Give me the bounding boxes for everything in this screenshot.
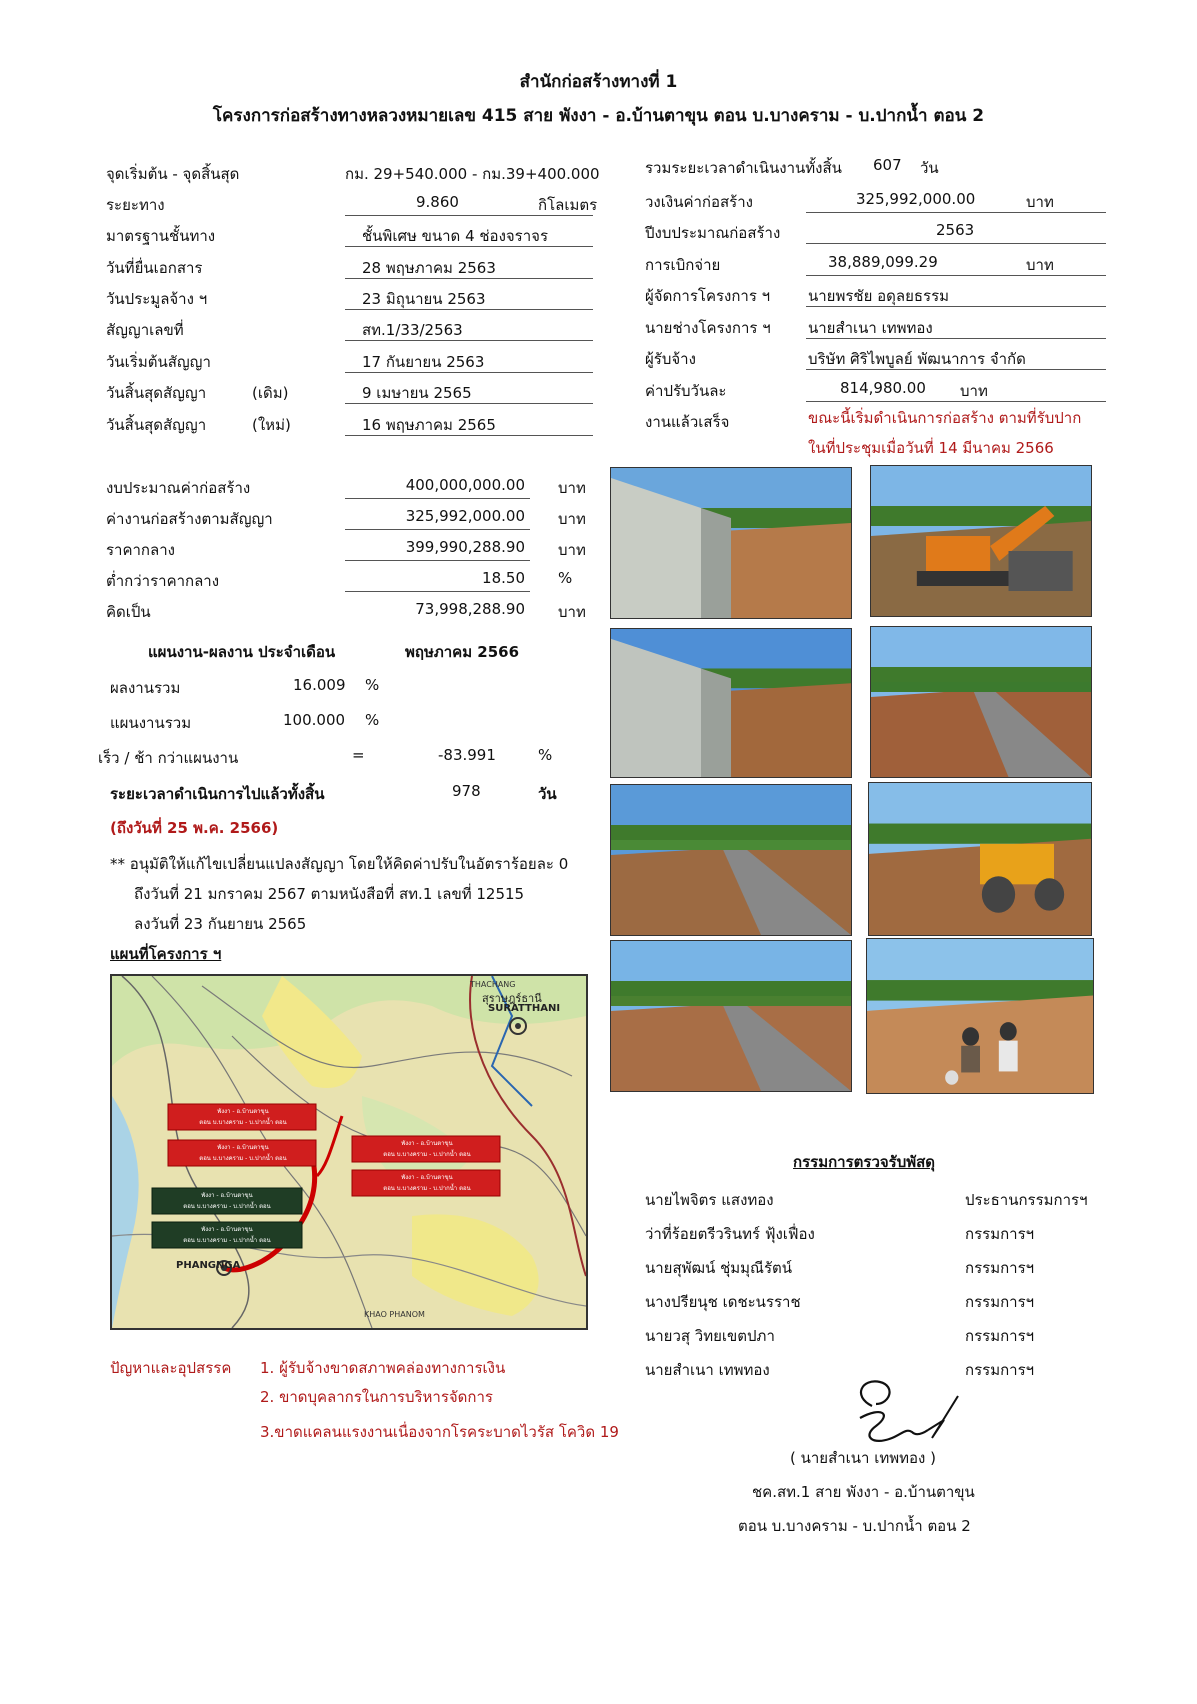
info-value: ชั้นพิเศษ ขนาด 4 ช่องจราจร [362,227,549,245]
map-city-surat-thai: สุราษฎร์ธานี [482,992,542,1005]
map-segment-label-line1: พังงา - อ.บ้านตาขุน [201,1192,253,1199]
info-label: วันสิ้นสุดสัญญา [106,384,207,402]
right-info-underline [806,338,1106,339]
plan-value: 100.000 [283,711,346,729]
note-line2: ถึงวันที่ 21 มกราคม 2567 ตามหนังสือที่ สท.1 เลขที่ 12515 [134,885,525,903]
info-underline [345,278,593,279]
construction-photo [610,940,852,1092]
duration-label: รวมระยะเวลาดำเนินงานทั้งสิ้น [645,159,842,177]
info-label: สัญญาเลขที่ [106,321,184,339]
construction-photo [866,938,1094,1094]
right-info-unit: บาท [960,382,988,400]
progress-heading: แผนงาน-ผลงาน ประจำเดือน [148,643,336,661]
info-underline [345,215,593,216]
right-info-label: ผู้รับจ้าง [645,350,696,368]
budget-unit: บาท [558,541,586,559]
signature-mark [832,1376,962,1456]
map-segment-label-line1: พังงา - อ.บ้านตาขุน [201,1226,253,1233]
signer-title-line1: ชค.สท.1 สาย พังงา - อ.บ้านตาขุน [752,1483,975,1501]
map-segment-label-line2: ตอน บ.บางคราม - บ.ปากน้ำ ตอน [383,1185,471,1192]
note-line3: ลงวันที่ 23 กันยายน 2565 [134,915,307,933]
budget-label: คิดเป็น [106,603,151,621]
right-info-underline [806,369,1106,370]
budget-value: 400,000,000.00 [405,476,525,494]
info-unit: กิโลเมตร [538,196,598,214]
info-value: 17 กันยายน 2563 [362,353,485,371]
budget-label: งบประมาณค่าก่อสร้าง [106,479,251,497]
budget-unit: % [558,569,573,587]
note-line1: ** อนุมัติให้แก้ไขเปลี่ยนแปลงสัญญา โดยให้คิดค่าปรับในอัตราร้อยละ 0 [110,855,569,873]
map-segment-label-line1: พังงา - อ.บ้านตาขุน [401,1174,453,1181]
budget-unit: บาท [558,510,586,528]
right-info-underline [806,212,1106,213]
right-info-label: ปีงบประมาณก่อสร้าง [645,224,781,242]
right-info-underline [806,306,1106,307]
map-segment-label-line2: ตอน บ.บางคราม - บ.ปากน้ำ ตอน [383,1151,471,1158]
done-label: งานแล้วเสร็จ [645,413,730,431]
right-info-value: 325,992,000.00 [856,190,976,208]
construction-photo [610,467,852,619]
map-segment-label-line2: ตอน บ.บางคราม - บ.ปากน้ำ ตอน [183,1237,271,1244]
duration-value: 607 [873,156,902,174]
diff-label: เร็ว / ช้า กว่าแผนงาน [98,749,239,767]
committee-member-name: นายสำเนา เทพทอง [645,1361,770,1379]
budget-underline [345,498,530,499]
info-label: วันสิ้นสุดสัญญา [106,416,207,434]
result-unit: % [365,676,380,694]
budget-underline [345,529,530,530]
committee-heading: กรรมการตรวจรับพัสดุ [793,1153,936,1171]
committee-member-role: กรรมการฯ [965,1259,1035,1277]
problem-item: 2. ขาดบุคลากรในการบริหารจัดการ [260,1388,493,1406]
elapsed-label: ระยะเวลาดำเนินการไปแล้วทั้งสิ้น [110,785,325,803]
info-label: มาตรฐานชั้นทาง [106,227,216,245]
info-underline [345,340,593,341]
info-sublabel: (เดิม) [252,384,289,402]
construction-photo [610,628,852,778]
right-info-value: 2563 [936,221,975,239]
committee-member-role: ประธานกรรมการฯ [965,1191,1088,1209]
right-info-underline [806,243,1106,244]
duration-unit: วัน [920,159,939,177]
diff-equals: = [352,746,365,764]
plan-unit: % [365,711,380,729]
info-value: 23 มิถุนายน 2563 [362,290,486,308]
right-info-underline [806,401,1106,402]
map-city-phangnga: PHANGNGA [176,1260,241,1271]
construction-photo [870,626,1092,778]
info-underline [345,435,593,436]
info-sublabel: (ใหม่) [252,416,291,434]
info-underline [345,372,593,373]
problem-item: 1. ผู้รับจ้างขาดสภาพคล่องทางการเงิน [260,1359,506,1377]
info-value: 28 พฤษภาคม 2563 [362,259,496,277]
info-label: วันที่ยื่นเอกสาร [106,259,203,277]
budget-unit: บาท [558,603,586,621]
map-heading: แผนที่โครงการ ฯ [110,945,222,963]
right-info-label: การเบิกจ่าย [645,256,721,274]
info-label: ระยะทาง [106,196,165,214]
right-info-unit: บาท [1026,193,1054,211]
info-label: วันประมูลจ้าง ฯ [106,290,208,308]
budget-unit: บาท [558,479,586,497]
map-segment-label-line2: ตอน บ.บางคราม - บ.ปากน้ำ ตอน [199,1119,287,1126]
as-of-date: (ถึงวันที่ 25 พ.ค. 2566) [110,819,279,837]
result-label: ผลงานรวม [110,679,181,697]
budget-label: ราคากลาง [106,541,175,559]
budget-value: 73,998,288.90 [415,600,525,618]
budget-value: 399,990,288.90 [405,538,525,556]
right-info-value: บริษัท ศิริไพบูลย์ พัฒนาการ จำกัด [808,350,1026,368]
committee-member-name: นายสุพัฒน์ ชุ่มมุณีรัตน์ [645,1259,793,1277]
budget-value: 325,992,000.00 [405,507,525,525]
map-city-surat: SURATTHANI [488,1003,561,1014]
info-label: วันเริ่มต้นสัญญา [106,353,211,371]
right-info-value: 38,889,099.29 [828,253,938,271]
diff-unit: % [538,746,553,764]
progress-month: พฤษภาคม 2566 [405,643,520,661]
info-underline [345,246,593,247]
result-value: 16.009 [293,676,346,694]
construction-photo [868,782,1092,936]
right-info-unit: บาท [1026,256,1054,274]
map-segment-label-line2: ตอน บ.บางคราม - บ.ปากน้ำ ตอน [199,1155,287,1162]
elapsed-unit: วัน [538,785,557,803]
diff-value: -83.991 [438,746,496,764]
right-info-label: ผู้จัดการโครงการ ฯ [645,287,771,305]
info-underline [345,403,593,404]
map-segment-label-line2: ตอน บ.บางคราม - บ.ปากน้ำ ตอน [183,1203,271,1210]
map-segment-label-line1: พังงา - อ.บ้านตาขุน [401,1140,453,1147]
info-underline [345,309,593,310]
right-info-underline [806,275,1106,276]
info-value: กม. 29+540.000 - กม.39+400.000 [345,165,600,183]
construction-photo [870,465,1092,617]
done-status-line2: ในที่ประชุมเมื่อวันที่ 14 มีนาคม 2566 [808,439,1054,457]
map-place-thachang: THACHANG [470,980,516,989]
info-value: สท.1/33/2563 [362,321,463,339]
map-segment-label-line1: พังงา - อ.บ้านตาขุน [217,1144,269,1151]
info-value: 9 เมษายน 2565 [362,384,472,402]
elapsed-value: 978 [452,782,481,800]
right-info-value: 814,980.00 [840,379,926,397]
right-info-label: นายช่างโครงการ ฯ [645,319,771,337]
project-map [110,974,588,1330]
problems-label: ปัญหาและอุปสรรค [110,1359,232,1377]
committee-member-role: กรรมการฯ [965,1327,1035,1345]
project-title: โครงการก่อสร้างทางหลวงหมายเลข 415 สาย พังงา - อ.บ้านตาขุน ตอน บ.บางคราม - บ.ปากน้ำ ตอน 2 [212,106,985,126]
signer-name: ( นายสำเนา เทพทอง ) [790,1449,936,1467]
info-label: จุดเริ่มต้น - จุดสิ้นสุด [106,165,240,183]
signer-title-line2: ตอน บ.บางคราม - บ.ปากน้ำ ตอน 2 [738,1517,971,1535]
committee-member-name: นายไพจิตร แสงทอง [645,1191,774,1209]
budget-underline [345,560,530,561]
right-info-value: นายสำเนา เทพทอง [808,319,933,337]
done-status-line1: ขณะนี้เริ่มดำเนินการก่อสร้าง ตามที่รับปาก [808,409,1082,427]
committee-member-role: กรรมการฯ [965,1225,1035,1243]
budget-underline [345,591,530,592]
committee-member-name: ว่าที่ร้อยตรีวรินทร์ ฟุ้งเฟื่อง [645,1225,815,1243]
budget-label: ต่ำกว่าราคากลาง [106,572,220,590]
construction-photo [610,784,852,936]
map-segment-label-line1: พังงา - อ.บ้านตาขุน [217,1108,269,1115]
committee-member-name: นายวสุ วิทยเขตปภา [645,1327,775,1345]
committee-member-role: กรรมการฯ [965,1361,1035,1379]
problem-item: 3.ขาดแคลนแรงงานเนื่องจากโรคระบาดไวรัส โควิด 19 [260,1423,619,1441]
info-value: 16 พฤษภาคม 2565 [362,416,496,434]
right-info-label: ค่าปรับวันละ [645,382,727,400]
committee-member-name: นางปรียนุช เดชะนรราช [645,1293,801,1311]
right-info-label: วงเงินค่าก่อสร้าง [645,193,753,211]
budget-label: ค่างานก่อสร้างตามสัญญา [106,510,273,528]
plan-label: แผนงานรวม [110,714,192,732]
committee-member-role: กรรมการฯ [965,1293,1035,1311]
right-info-value: นายพรชัย อดุลยธรรม [808,287,950,305]
office-title: สำนักก่อสร้างทางที่ 1 [519,72,678,92]
info-value: 9.860 [416,193,459,211]
budget-value: 18.50 [482,569,525,587]
map-place-khaophanom: KHAO PHANOM [364,1310,425,1319]
